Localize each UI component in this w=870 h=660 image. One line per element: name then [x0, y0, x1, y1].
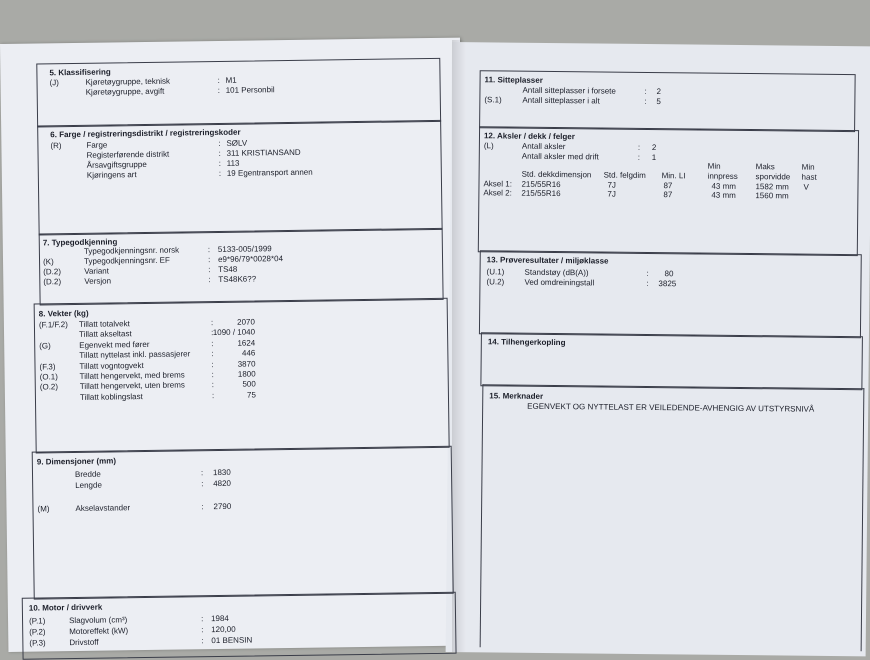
s12-header-li: Min. LI — [661, 171, 686, 181]
section-11-box: 11. Sitteplasser Antall sitteplasser i forsete : 2 (S.1) Antall sitteplasser i alt : 5 — [479, 70, 856, 132]
s6-label-1: Registerførende distrikt — [86, 149, 170, 160]
s10-code-2: (P.3) — [29, 638, 46, 648]
s12-header-tyre: Std. dekkdimensjon — [521, 169, 592, 180]
s8-value-0: 2070 — [237, 317, 255, 327]
s10-code-1: (P.2) — [29, 627, 46, 637]
s15-text: EGENVEKT OG NYTTELAST ER VEILEDENDE-AVHENGIG AV UTSTYRSNIVÅ — [527, 401, 815, 414]
s9-label-0: Bredde — [74, 469, 101, 479]
s5-label-1: Kjøretøygruppe, avgift — [85, 86, 165, 97]
s9-value-2: 2790 — [213, 501, 232, 512]
s7-label-1: Typegodkjenningsnr. EF — [83, 255, 170, 266]
s12-label-0: Antall aksler — [521, 141, 566, 152]
s8-code-2: (G) — [39, 341, 51, 351]
s9-label-1: Lengde — [75, 480, 102, 490]
s12-header-rim: Std. felgdim — [603, 170, 646, 180]
s8-label-2: Egenvekt med fører — [79, 339, 150, 350]
s7-value-0: 5133-005/1999 — [217, 244, 272, 254]
section-5-code: (J) — [49, 78, 59, 88]
s11-label-1: Antall sitteplasser i alt — [522, 95, 600, 106]
section-10-title: 10. Motor / drivverk — [28, 602, 103, 613]
section-9-title: 9. Dimensjoner (mm) — [36, 456, 117, 467]
s8-code-0: (F.1/F.2) — [38, 320, 68, 330]
s12-value-1: 1 — [651, 153, 657, 163]
s12-axle-1-tyre: 215/55R16 — [521, 188, 561, 199]
section-14-box — [480, 332, 863, 390]
s13-value-1: 3825 — [658, 279, 677, 289]
s7-label-3: Versjon — [84, 276, 112, 286]
section-13-title: 13. Prøveresultater / miljøklasse — [486, 255, 609, 266]
s12-code: (L) — [483, 141, 494, 151]
s9-value-0: 1830 — [212, 467, 231, 478]
s8-code-5: (O.1) — [39, 372, 58, 382]
s12-axle-0-label: Aksel 1: — [483, 179, 513, 189]
s13-code-0: (U.1) — [486, 267, 505, 277]
s12-axle-0-hast: V — [803, 182, 809, 192]
s8-value-2: 1624 — [237, 338, 256, 348]
s6-value-1: 311 KRISTIANSAND — [226, 147, 301, 158]
s7-label-2: Variant — [84, 266, 110, 276]
section-8-box: 8. Vekter (kg) (F.1/F.2) Tillatt totalvekt : 2070 Tillatt akseltast : 1090 / 1040 (G) Egenvekt med fører : 1624 Tillatt nyttelast inkl. passasjerer : 446 (F.3) Tillatt vogntogvekt : 3870 (O.1) Tillatt hengervekt, med brems : 1800 (O.2) Tillatt hengervekt, uten brems : 500 Tillatt koblingslast : 75 — [34, 298, 450, 454]
section-5-title: 5. Klassifisering — [49, 67, 111, 78]
s10-code-0: (P.1) — [28, 616, 46, 626]
s12-header-innpress: Min innpress — [707, 161, 738, 181]
s8-label-0: Tillatt totalvekt — [78, 319, 130, 329]
section-6-box: 6. Farge / registreringsdistrikt / registreringskoder (R) Farge : SØLV Registerførende distrikt : 311 KRISTIANSAND Årsavgiftsgruppe : 113 Kjøringens art : 19 Egentransport annen — [37, 120, 442, 236]
s10-label-2: Drivstoff — [69, 637, 99, 648]
s8-value-4: 3870 — [237, 359, 256, 369]
s8-label-6: Tillatt hengervekt, uten brems — [79, 380, 185, 392]
s12-axle-1-innpress: 43 mm — [711, 190, 736, 200]
s7-value-3: TS48K6?? — [218, 274, 257, 284]
s8-code-6: (O.2) — [39, 382, 59, 392]
s8-code-4: (F.3) — [39, 361, 56, 372]
s6-value-0: SØLV — [226, 138, 248, 148]
s6-label-2: Årsavgiftsgruppe — [86, 159, 147, 170]
s8-value-6: 500 — [242, 379, 256, 390]
s12-axle-0-innpress: 43 mm — [711, 181, 736, 191]
s6-value-3: 19 Egentransport annen — [226, 167, 313, 178]
s13-code-1: (U.2) — [486, 277, 505, 287]
section-13-box: 13. Prøveresultater / miljøklasse (U.1) Standstøy (dB(A)) : 80 (U.2) Ved omdreiningstall : 3825 — [479, 250, 862, 338]
section-12-title: 12. Aksler / dekk / felger — [483, 131, 575, 142]
s12-value-0: 2 — [651, 143, 657, 153]
s9-code-2: (M) — [37, 504, 50, 514]
s11-label-0: Antall sitteplasser i forsete — [522, 85, 616, 96]
s12-label-1: Antall aksler med drift — [521, 151, 599, 162]
s7-value-2: TS48 — [218, 264, 238, 274]
s7-code-1: (K) — [42, 257, 54, 267]
section-12-box: 12. Aksler / dekk / felger (L) Antall aksler : 2 Antall aksler med drift : 1 Std. dekkdimensjon Std. felgdim Min. LI Min innpress Maks sporvidde Min hast Aksel 1: 215/55R16 7J 87 43 mm 1582 mm V Aksel 2: 215/55R16 7J 87 43 mm 1560 mm — [478, 126, 859, 256]
s12-header-hast: Min hast — [801, 162, 817, 182]
s7-value-1: e9*96/79*0028*04 — [217, 254, 284, 264]
s10-value-2: 01 BENSIN — [211, 635, 253, 646]
s8-label-1: Tillatt akseltast — [79, 329, 132, 340]
s5-value-0: M1 — [225, 75, 237, 85]
s8-value-5: 1800 — [237, 369, 256, 379]
section-15-title: 15. Merknader — [489, 391, 544, 401]
s9-label-2: Akselavstander — [75, 503, 131, 513]
s12-axle-0-tyre: 215/55R16 — [521, 179, 561, 190]
section-5-box: 5. Klassifisering (J) Kjøretøygruppe, teknisk : M1 Kjøretøygruppe, avgift : 101 Personbil — [36, 58, 441, 128]
s8-value-1: 1090 / 1040 — [212, 327, 256, 338]
s6-value-2: 113 — [226, 158, 240, 168]
s8-label-5: Tillatt hengervekt, med brems — [79, 370, 185, 381]
s12-header-spor: Maks sporvidde — [755, 162, 791, 182]
s7-code-3: (D.2) — [43, 277, 62, 287]
s12-axle-1-rim: 7J — [607, 189, 616, 199]
s12-axle-1-label: Aksel 2: — [483, 188, 512, 198]
section-10-box: 10. Motor / drivverk (P.1) Slagvolum (cm³) : 1984 (P.2) Motoreffekt (kW) : 120,00 (P.3) Drivstoff : 01 BENSIN — [22, 592, 457, 660]
s9-value-1: 4820 — [213, 478, 232, 489]
s11-code-1: (S.1) — [484, 95, 502, 105]
section-11-title: 11. Sitteplasser — [484, 75, 543, 85]
s8-value-7: 75 — [246, 390, 256, 400]
s10-value-0: 1984 — [210, 613, 229, 624]
s8-label-7: Tillatt koblingslast — [79, 391, 143, 402]
s12-axle-1-li: 87 — [663, 190, 673, 200]
s12-axle-0-li: 87 — [663, 181, 673, 191]
s5-value-1: 101 Personbil — [225, 85, 275, 95]
s10-label-1: Motoreffekt (kW) — [69, 626, 129, 637]
section-6-code: (R) — [50, 141, 62, 151]
s13-label-0: Standstøy (dB(A)) — [524, 267, 589, 278]
s11-value-1: 5 — [656, 97, 661, 107]
s8-label-3: Tillatt nyttelast inkl. passasjerer — [79, 349, 191, 361]
s7-code-2: (D.2) — [43, 267, 62, 277]
s13-label-1: Ved omdreiningstall — [524, 277, 595, 288]
s11-value-0: 2 — [656, 87, 661, 97]
s5-label-0: Kjøretøygruppe, teknisk — [85, 76, 171, 87]
s6-label-3: Kjøringens art — [86, 170, 137, 180]
section-7-title: 7. Typegodkjenning — [42, 237, 118, 248]
s13-value-0: 80 — [664, 269, 674, 279]
s7-label-0: Typegodkjenningsnr. norsk — [83, 245, 180, 256]
s10-value-1: 120,00 — [211, 624, 236, 635]
s12-axle-0-rim: 7J — [607, 180, 616, 190]
section-14-title: 14. Tilhengerkopling — [487, 337, 566, 348]
section-9-box: 9. Dimensjoner (mm) Bredde : 1830 Lengde : 4820 (M) Akselavstander : 2790 — [32, 446, 454, 600]
s8-label-4: Tillatt vogntogvekt — [79, 360, 144, 371]
s6-label-0: Farge — [86, 140, 108, 150]
s10-label-0: Slagvolum (cm³) — [68, 615, 128, 626]
s12-axle-1-spor: 1560 mm — [755, 191, 789, 201]
section-15-box — [480, 384, 865, 651]
section-8-title: 8. Vekter (kg) — [38, 308, 89, 319]
section-6-title: 6. Farge / registreringsdistrikt / registreringskoder — [50, 127, 241, 140]
s12-axle-0-spor: 1582 mm — [755, 182, 789, 192]
section-7-box: 7. Typegodkjenning Typegodkjenningsnr. norsk : 5133-005/1999 (K) Typegodkjenningsnr. EF : e9*96/79*0028*04 (D.2) Variant : TS48 (D.2) Versjon : TS48K6?? — [39, 228, 444, 306]
s8-value-3: 446 — [241, 348, 256, 358]
